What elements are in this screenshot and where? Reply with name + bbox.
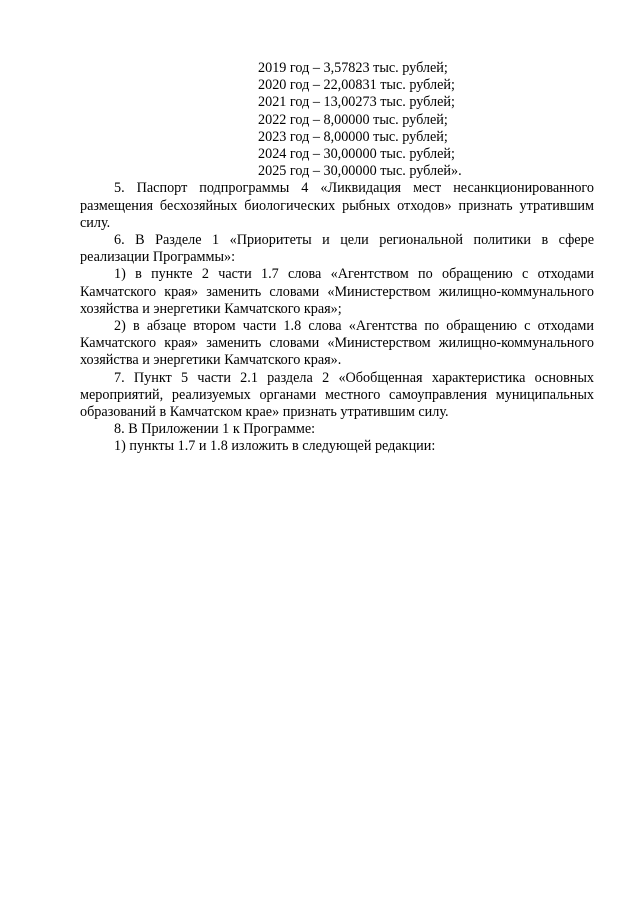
- paragraph-item-6: 6. В Разделе 1 «Приоритеты и цели региональной политики в сфере реализации Программы»:: [80, 232, 594, 266]
- document-page: [80, 60, 594, 456]
- paragraph-item-5: 5. Паспорт подпрограммы 4 «Ликвидация мест несанкционированного размещения бесхозяйных биологических рыбных отходов» признать утратившим силу.: [80, 180, 594, 231]
- funding-line-2025: 2025 год – 30,00000 тыс. рублей».: [258, 163, 462, 180]
- funding-line-2022: 2022 год – 8,00000 тыс. рублей;: [258, 111, 448, 128]
- funding-by-year-list: [258, 60, 594, 180]
- funding-line-2019: 2019 год – 3,57823 тыс. рублей;: [258, 60, 448, 76]
- paragraph-item-7: 7. Пункт 5 части 2.1 раздела 2 «Обобщенная характеристика основных мероприятий, реализуемых органами местного самоуправления муниципальных образований в Камчатском крае» признать утратившим силу.: [80, 369, 594, 421]
- funding-line-2020: 2020 год – 22,00831 тыс. рублей;: [258, 77, 455, 94]
- funding-line-2024: 2024 год – 30,00000 тыс. рублей;: [258, 146, 455, 163]
- paragraph-item-6-1: 1) в пункте 2 части 1.7 слова «Агентством по обращению с отходами Камчатского края» заменить словами «Министерством жилищно-коммунального хозяйства и энергетики Камчатского края»;: [80, 266, 594, 317]
- funding-line-2023: 2023 год – 8,00000 тыс. рублей;: [258, 128, 448, 145]
- paragraph-item-8: 8. В Приложении 1 к Программе:: [114, 421, 316, 438]
- paragraph-item-8-1: 1) пункты 1.7 и 1.8 изложить в следующей редакции:: [114, 438, 436, 455]
- paragraph-item-6-2: 2) в абзаце втором части 1.8 слова «Агентства по обращению с отходами Камчатского края» заменить словами «Министерством жилищно-коммунального хозяйства и энергетики Камчатского края».: [80, 318, 594, 369]
- funding-line-2021: 2021 год – 13,00273 тыс. рублей;: [258, 94, 455, 111]
